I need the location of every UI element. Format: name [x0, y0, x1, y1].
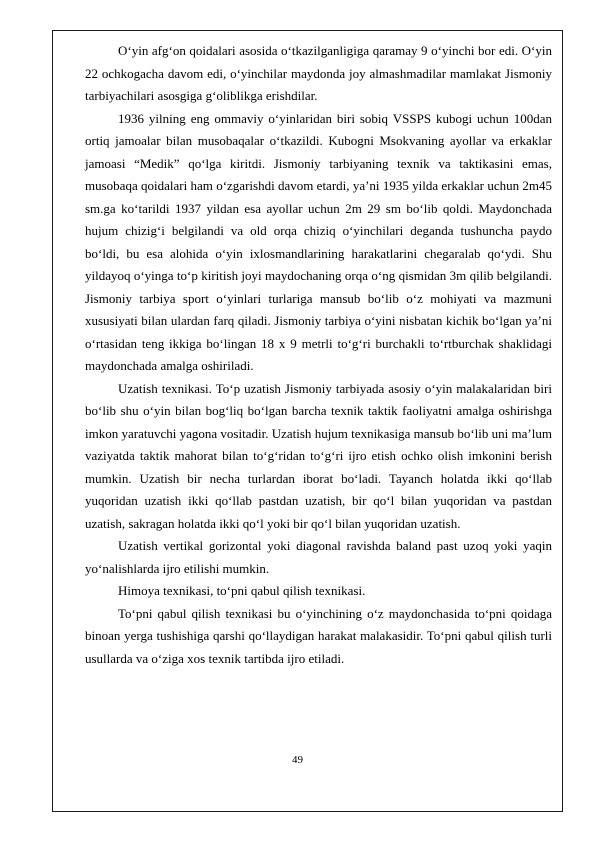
paragraph: O‘yin afg‘on qoidalari asosida o‘tkazilganligiga qaramay 9 o‘yinchi bor edi. O‘yin 22 ochkogacha davom edi, o‘yinchilar maydonda joy almashmadilar mamlakat Jismoniy tarbiyachilari asosgiga g‘oliblikga erishdilar.: [85, 43, 552, 103]
document-body: [85, 40, 552, 670]
paragraph: Himoya texnikasi, to‘pni qabul qilish texnikasi.: [118, 583, 366, 598]
paragraph: 1936 yilning eng ommaviy o‘yinlaridan biri sobiq VSSPS kubogi uchun 100dan ortiq jamoalar bilan musobaqalar o‘tkazildi. Kubogni Msokvaning ayollar va erkaklar jamoasi “Medik” qo‘lga kiritdi. Jismoniy tarbiyaning texnik va taktikasini emas, musobaqa qoidalari ham o‘zgarishdi davom etardi, ya’ni 1935 yilda erkaklar uchun 2m45 sm.ga ko‘tarildi 1937 yildan esa ayollar uchun 2m 29 sm bo‘lib qoldi. Maydonchada hujum chizig‘i belgilandi va old orqa chiziq o‘yinchilari deganda tushuncha paydo bo‘ldi, bu esa alohida o‘yin ixlosmandlarining harakatlarini chegaralab qo‘ydi. Shu yildayoq o‘yinga to‘p kiritish joyi maydochaning orqa o‘ng qismidan 3m qilib belgilandi. Jismoniy tarbiya sport o‘yinlari turlariga mansub bo‘lib o‘z mohiyati va mazmuni xususiyati bilan ulardan farq qiladi. Jismoniy tarbiya o‘yini nisbatan kichik bo‘lgan ya’ni o‘rtasidan teng ikkiga bo‘lingan 18 x 9 metrli to‘g‘ri burchakli to‘rtburchak shaklidagi maydonchada amalga oshiriladi.: [85, 110, 552, 373]
paragraph: To‘pni qabul qilish texnikasi bu o‘yinchining o‘z maydonchasida to‘pni qoidaga binoan yerga tushishiga qarshi qo‘llaydigan harakat malakasidir. To‘pni qabul qilish turli usullarda va o‘ziga xos texnik tartibda ijro etiladi.: [85, 605, 552, 666]
page-number: 49: [292, 754, 303, 766]
paragraph: Uzatish vertikal gorizontal yoki diagonal ravishda baland past uzoq yoki yaqin yo‘nalishlarda ijro etilishi mumkin.: [85, 538, 552, 576]
paragraph: Uzatish texnikasi. To‘p uzatish Jismoniy tarbiyada asosiy o‘yin malakalaridan biri bo‘lib shu o‘yin bilan bog‘liq bo‘lgan barcha texnik taktik faoliyatni amalga oshirishga imkon yaratuvchi yagona vositadir. Uzatish hujum texnikasiga mansub bo‘lib uni ma’lum vaziyatda taktik mahorat bilan to‘g‘ridan to‘g‘ri ijro etish ochko olish imkonini berish mumkin. Uzatish bir necha turlardan iborat bo‘ladi. Tayanch holatda ikki qo‘llab yuqoridan uzatish ikki qo‘llab pastdan uzatish, bir qo‘l bilan yuqoridan va pastdan uzatish, sakragan holatda ikki qo‘l yoki bir qo‘l bilan yuqoridan uzatish.: [85, 380, 552, 531]
